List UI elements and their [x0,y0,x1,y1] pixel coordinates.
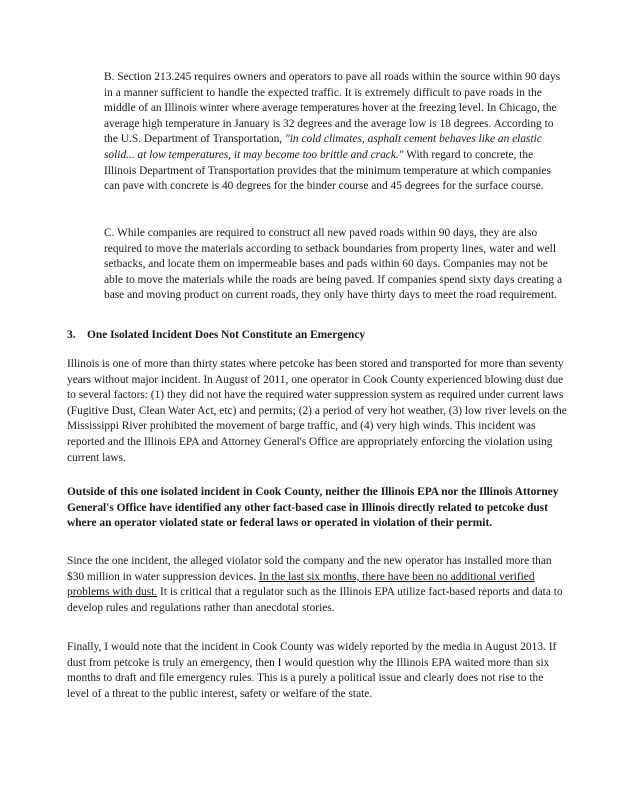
since-intro: Since the one incident, the alleged violator sold the company and the new operator has installed more than $30 million in water suppression devices. [67,555,552,583]
history-paragraph: Illinois is one of more than thirty states where petcoke has been stored and transported for more than seventy years without major incident. In August of 2011, one operator in Cook County experienced blowing dust due to several factors: (1) they did not have the required water suppression system as required under current laws (Fugitive Dust, Clean Water Act, etc) and permits; (2) a period of very hot weather, (3) low river levels on the Mississippi River prohibited the movement of barge traffic, and (4) very high winds. This incident was reported and the Illinois EPA and Attorney General's Office are appropriately enforcing the violation using current laws. [67,358,567,464]
item-c-paragraph: C. While companies are required to construct all new paved roads within 90 days, they are also required to move the materials according to setback boundaries from property lines, water and well setbacks, and locate them on impermeable bases and pads within 60 days. Companies may not be able to move the materials while the roads are being paved. If companies spend sixty days creating a base and moving product on current roads, they only have thirty days to meet the road requirement. [104,227,563,302]
bold-paragraph: Outside of this one isolated incident in Cook County, neither the Illinois EPA nor the Illinois Attorney General's Office have identified any other fact-based case in Illinois directly related to petcoke dust where an operator violated state or federal laws or operated in violation of their permit. [67,486,559,530]
since-outro: It is critical that a regulator such as the Illinois EPA utilize fact-based reports and data to develop rules and regulations rather than anecdotal stories. [67,586,563,614]
item-b-quote: "in cold climates, asphalt cement behaves like an elastic solid... at low temperatures, it may become too brittle and crack." [104,133,542,161]
item-b-paragraph [104,70,568,195]
since-paragraph [67,554,568,616]
section-3-title: One Isolated Incident Does Not Constitute an Emergency [87,329,366,341]
since-underlined: In the last six months, there have been no additional verified problems with dust. [67,570,535,599]
section-3-heading [67,328,568,344]
item-b-intro: B. Section 213.245 requires owners and operators to pave all roads within the source within 90 days in a manner sufficient to handle the expected traffic. It is extremely difficult to pave roads in the middle of an Illinois winter where average temperatures hover at the freezing level. In Chicago, the average high temperature in January is 32 degrees and the average low is 18 degrees. According to the U.S. Department of Transportation, [104,71,561,146]
section-3-number: 3. [67,329,76,341]
item-b-outro: With regard to concrete, the Illinois Department of Transportation provides that the minimum temperature at which companies can pave with concrete is 40 degrees for the binder course and 45 degrees for the surface course. [104,148,551,193]
finally-paragraph: Finally, I would note that the incident in Cook County was widely reported by the media in August 2013. If dust from petcoke is truly an emergency, then I would question why the Illinois EPA waited more than six months to draft and file emergency rules. This is a purely a political issue and clearly does not rise to the level of a threat to the public interest, safety or welfare of the state. [67,641,557,700]
